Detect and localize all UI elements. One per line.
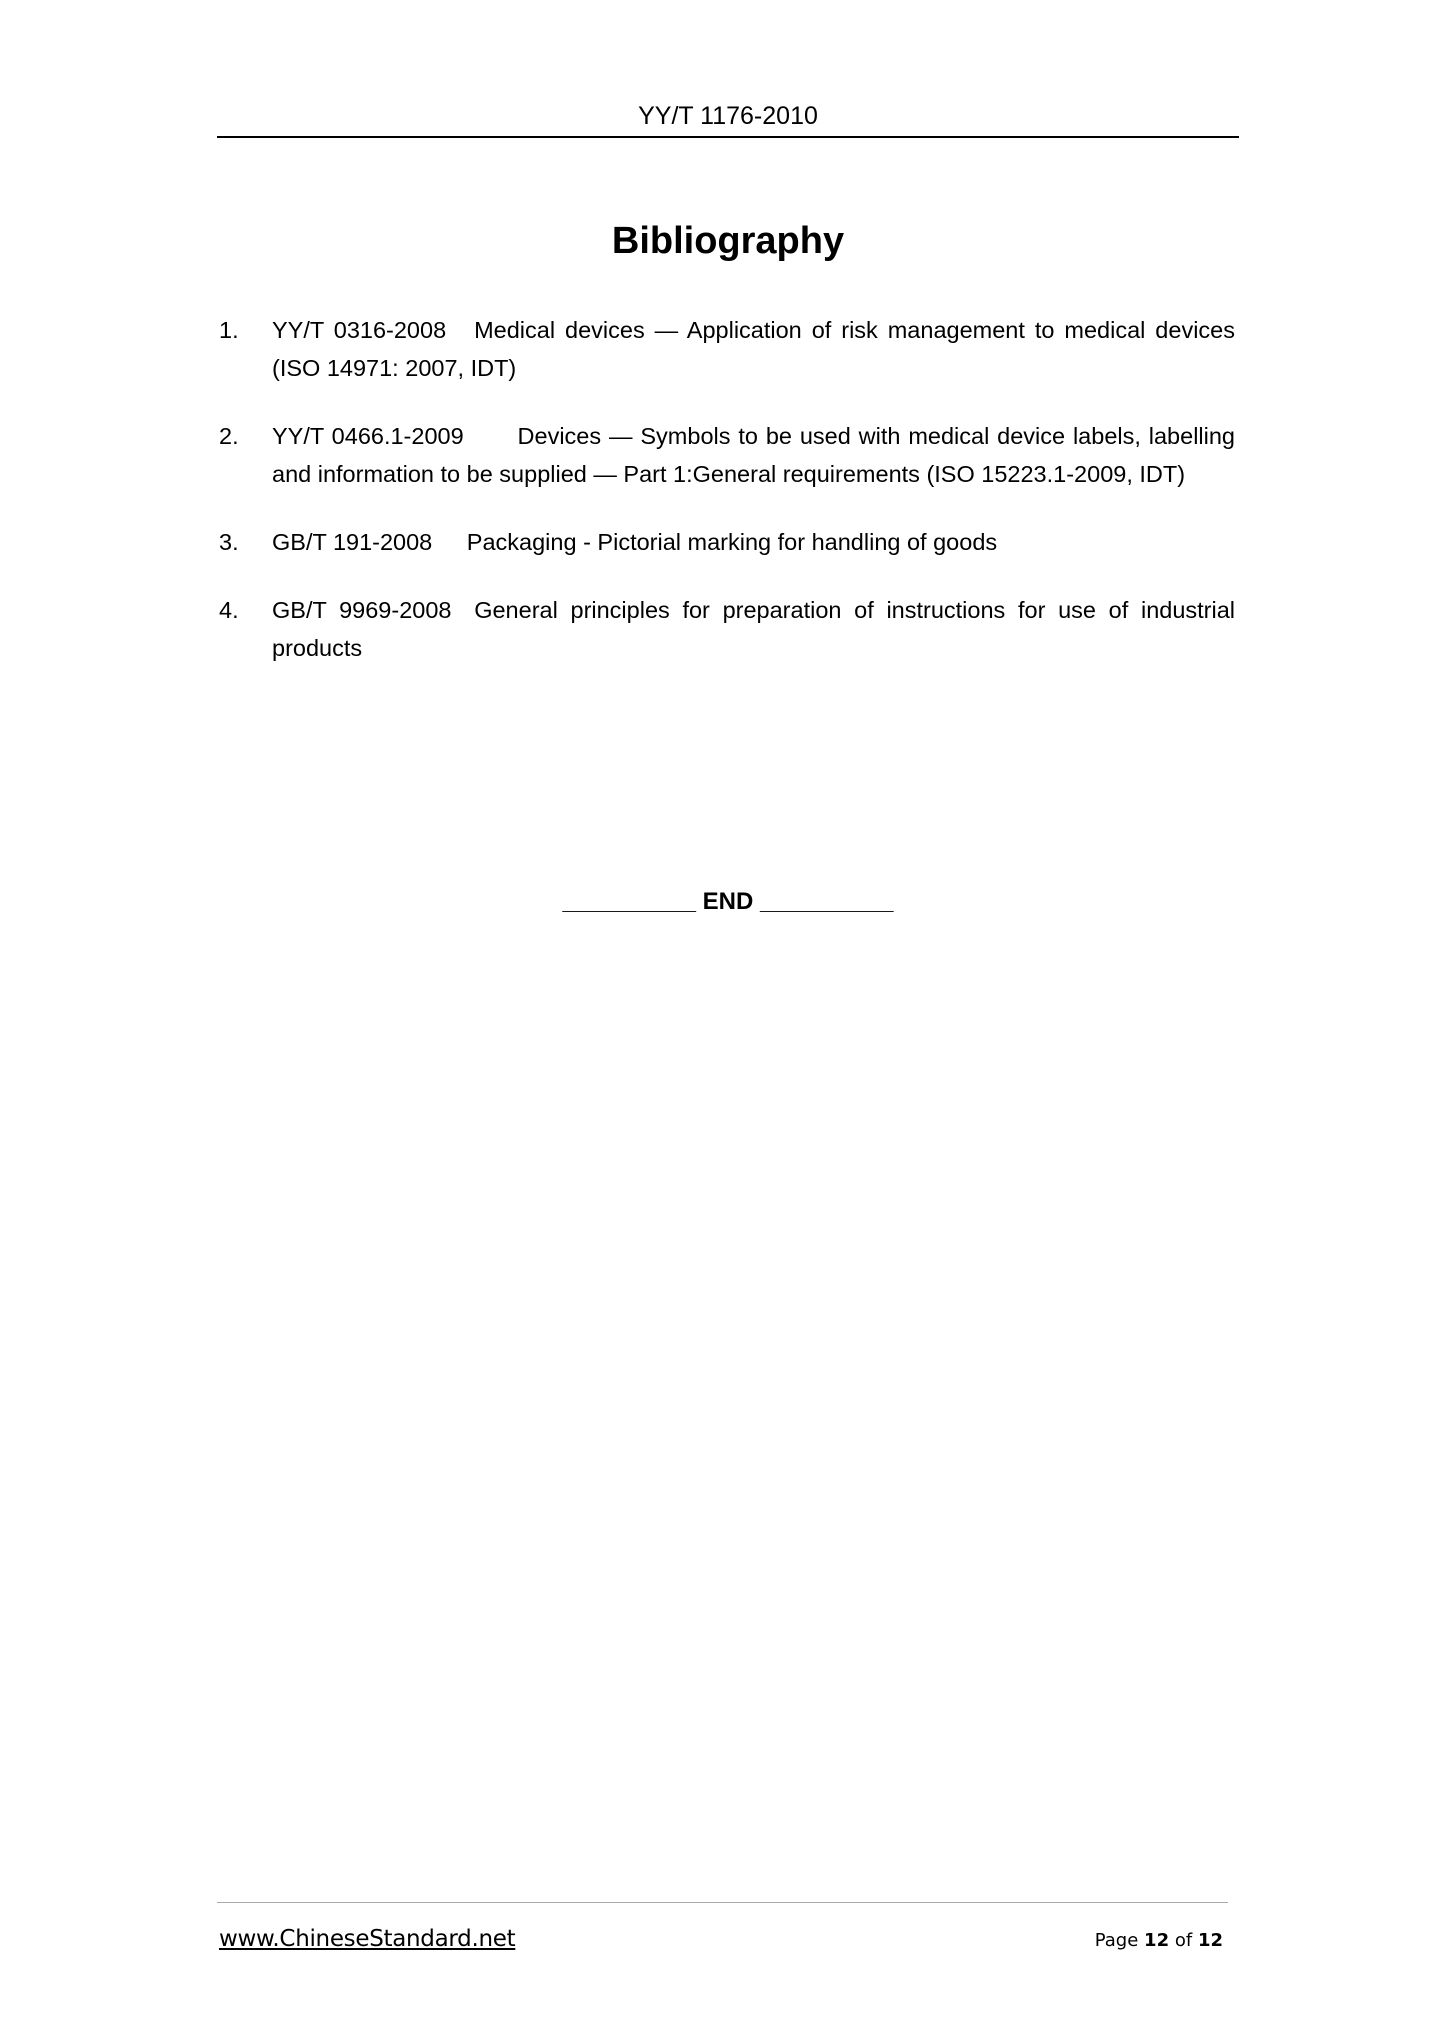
entry-text: Medical devices — Application of risk management to medical devices (ISO 14971: 2007, IDT) [272,317,1235,381]
entry-code: GB/T 9969-2008 [272,597,452,623]
entry-code: YY/T 0466.1-2009 [272,423,464,449]
page-total: 12 [1197,1930,1223,1951]
entry-code: GB/T 191-2008 [272,529,433,555]
entry-number: 2. [219,423,239,449]
page-label: Page [1094,1930,1139,1951]
entry-text: Packaging - Pictorial marking for handling of goods [466,529,998,555]
footer-divider [217,1902,1228,1903]
entry-number: 3. [219,529,239,555]
header-divider [217,136,1239,138]
bibliography-entry [219,591,1235,667]
page-title: Bibliography [611,220,845,262]
bibliography-entry [219,523,1235,561]
website-link[interactable]: www.ChineseStandard.net [219,1926,516,1952]
bibliography-list [219,311,1235,697]
bibliography-entry [219,417,1235,493]
page-of: of [1174,1930,1193,1951]
bibliography-entry [219,311,1235,387]
document-code-header: YY/T 1176-2010 [638,102,818,130]
end-marker: __________ END __________ [562,888,894,915]
page-current: 12 [1144,1930,1170,1951]
page-number [1095,1930,1223,1951]
entry-number: 4. [219,597,239,623]
entry-text: Devices — Symbols to be used with medical device labels, labelling and information to be supplied — Part 1:General requirements (ISO 15223.1-2009, IDT) [272,423,1235,487]
entry-number: 1. [219,317,239,343]
entry-text: General principles for preparation of instructions for use of industrial products [272,597,1236,661]
entry-code: YY/T 0316-2008 [272,317,447,343]
